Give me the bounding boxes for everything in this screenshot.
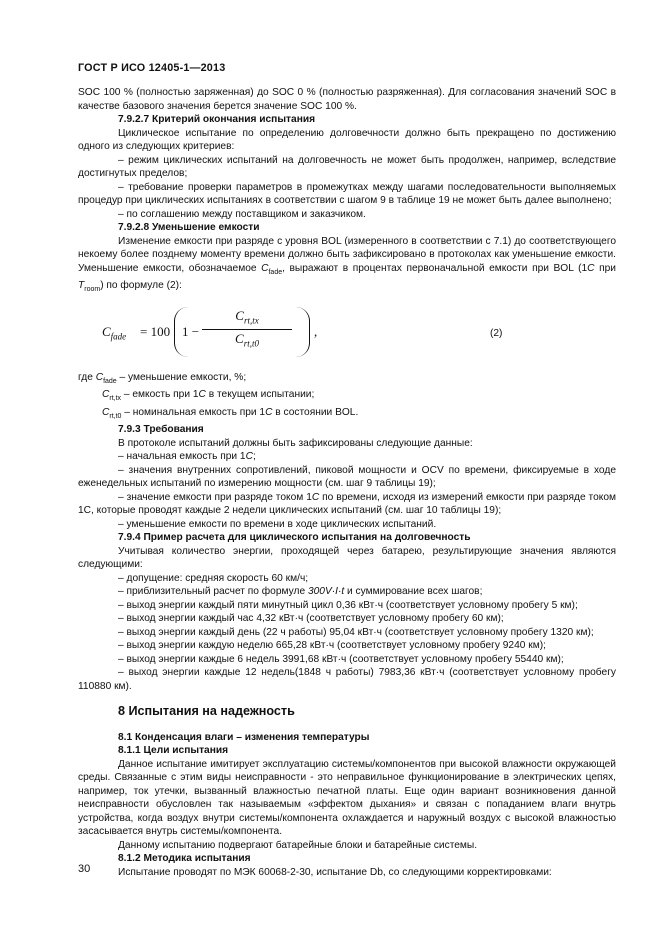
definition-item: $C_{rt,tx}$ – емкость при 1C в текущем испытании; bbox=[102, 389, 315, 403]
formula-comma: , bbox=[314, 323, 318, 339]
section-heading-7-9-2-7: 7.9.2.7 Критерий окончания испытания bbox=[118, 114, 316, 125]
section-heading-8-1: 8.1 Конденсация влаги – изменения температуры bbox=[118, 731, 370, 743]
list-item: – выход энергии каждый пяти минутный цикл 0,36 кВт·ч (соответствует условному пробегу 5 км); bbox=[118, 599, 578, 611]
list-item: – по соглашению между поставщиком и заказчиком. bbox=[118, 208, 366, 220]
fraction-numerator: $C_{rt,tx}$ bbox=[235, 307, 259, 326]
paragraph: Данное испытание имитирует эксплуатацию системы/компонентов при высокой влажности окружающей среды. Связанные с этим виды неисправности - это неправильное функционирование в электрических цепях, например, ток утечки, вызванный влажностью печатной платы. Еще один вариант возникновения данной неисправности обусловлен так называемым «эффектом дыхания» и связан с попаданием влаги внутрь устройства, когда воздух внутри системы/компонента охлаждается и наружный воздух с высокой влажностью засасывается внутрь системы/компонента. bbox=[78, 758, 616, 838]
list-item: – выход энергии каждые 12 недель(1848 ч работы) 7983,36 кВт·ч (соответствует условному пробегу 110880 км). bbox=[78, 667, 616, 692]
list-item: – выход энергии каждые 6 недель 3991,68 кВт·ч (соответствует условному пробегу 55440 км); bbox=[118, 653, 564, 665]
formula-2 bbox=[78, 303, 616, 365]
list-item: – требование проверки параметров в промежутках между шагами последовательности выполняемых процедур при циклических испытаниях в соответствии с шагом 9 в таблице 19 не может быть далее выполнено; bbox=[78, 181, 616, 206]
document-body bbox=[78, 86, 616, 879]
formula-equals: = 100 bbox=[140, 323, 171, 339]
paragraph: Данному испытанию подвергают батарейные блоки и батарейные системы. bbox=[118, 839, 478, 851]
list-item: – выход энергии каждый час 4,32 кВт·ч (соответствует условному пробегу 60 км); bbox=[118, 613, 504, 625]
document-header: ГОСТ Р ИСО 12405-1—2013 bbox=[78, 62, 226, 74]
definition-where: где $C_{fade}$ – уменьшение емкости, %; bbox=[78, 371, 247, 385]
list-item: – уменьшение емкости по времени в ходе циклических испытаний. bbox=[118, 518, 437, 530]
section-heading-8: 8 Испытания на надежность bbox=[118, 704, 295, 719]
section-heading-8-1-2: 8.1.2 Методика испытания bbox=[118, 853, 251, 865]
fraction-bar bbox=[202, 329, 292, 330]
formula-one-minus: 1 − bbox=[182, 323, 200, 339]
fraction-denominator: $C_{rt,t0}$ bbox=[235, 330, 259, 349]
list-item: – допущение: средняя скорость 60 км/ч; bbox=[118, 572, 309, 584]
list-item: – приблизительный расчет по формуле 300V·I·t и суммирование всех шагов; bbox=[118, 586, 483, 598]
paragraph: В протоколе испытаний должны быть зафиксированы следующие данные: bbox=[118, 437, 473, 449]
paragraph: Изменение емкости при разряде с уровня BOL (измеренного в соответствии с 7.1) до соответствующего некоему более позднему моменту времени должно быть зафиксировано в протоколах как уменьшение емкости. Уменьшение емкости, обозначаемое $C_{fade}$, выражают в процентах первоначальной емкости при BOL (1C при $T_{room}$) по формуле (2): bbox=[78, 235, 616, 294]
paragraph: Учитывая количество энергии, проходящей через батарею, результирующие значения являются следующими: bbox=[78, 545, 616, 571]
list-item: – выход энергии каждый день (22 ч работы) 95,04 кВт·ч (соответствует условному пробегу 1320 км); bbox=[118, 626, 594, 638]
section-heading-8-1-1: 8.1.1 Цели испытания bbox=[118, 745, 229, 757]
definition-item: $C_{rt,t0}$ – номинальная емкость при 1C в состоянии BOL. bbox=[102, 406, 359, 420]
page-number: 30 bbox=[78, 863, 91, 875]
section-heading-7-9-2-8: 7.9.2.8 Уменьшение емкости bbox=[118, 222, 260, 233]
paragraph: Циклическое испытание по определению долговечности должно быть прекращено по достижению одного из следующих критериев: bbox=[78, 127, 616, 152]
list-item: – начальная емкость при 1C; bbox=[118, 451, 256, 463]
list-item: – значение емкости при разряде током 1C по времени, исходя из измерений емкости при разряде током 1C, которые проводят каждые 2 недели циклических испытаний (см. шаг 10 таблицы 19); bbox=[78, 491, 617, 517]
list-item: – значения внутренних сопротивлений, пиковой мощности и OCV по времени, фиксируемые в ходе еженедельных испытаний по измерению мощности (см. шаг 9 таблицы 19); bbox=[78, 464, 616, 490]
list-item: – режим циклических испытаний на долговечность не может быть продолжен, например, вследствие достигнутых пределов; bbox=[78, 154, 616, 179]
section-heading-7-9-3: 7.9.3 Требования bbox=[118, 424, 204, 436]
formula-number: (2) bbox=[490, 327, 503, 339]
list-item: – выход энергии каждую неделю 665,28 кВт·ч (соответствует условному пробегу 9240 км); bbox=[118, 640, 546, 652]
paragraph: Испытание проводят по МЭК 60068-2-30, испытание Db, со следующими корректировками: bbox=[118, 866, 552, 878]
formula-lhs: $C_{fade}$ bbox=[102, 323, 127, 342]
section-heading-7-9-4: 7.9.4 Пример расчета для циклического испытания на долговечность bbox=[118, 532, 471, 544]
formula-fraction bbox=[202, 309, 292, 351]
paragraph: SOC 100 % (полностью заряженная) до SOC 0 % (полностью разряженная). Для согласования значений SOC в качестве базового значения берется значение SOC 100 %. bbox=[78, 87, 616, 112]
